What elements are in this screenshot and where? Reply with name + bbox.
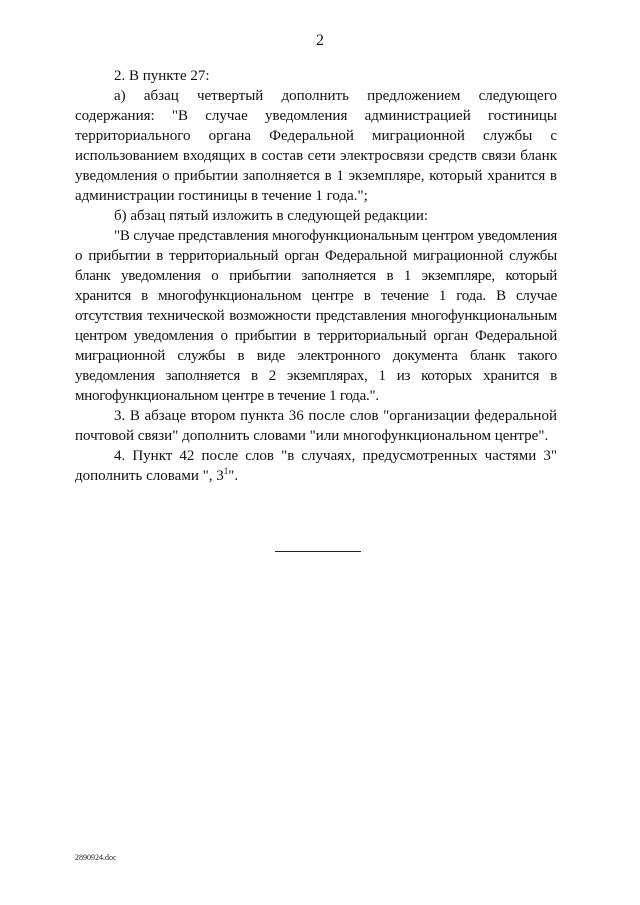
paragraph-item-4 (75, 446, 557, 486)
paragraph-new-wording: "В случае представления многофункциональным центром уведомления о прибытии в территориальный орган Федеральной миграционной службы бланк уведомления о прибытии заполняется в 1 экземпляре, который хранится в многофункциональном центре в течение 1 года. В случае отсутствия технической возможности представления многофункциональным центром уведомления о прибытии в территориальный орган Федеральной миграционной службы в виде электронного документа бланк такого уведомления заполняется в 2 экземплярах, 1 из которых хранится в многофункциональном центре в течение 1 года.". (75, 228, 557, 404)
paragraph-item-3: 3. В абзаце втором пункта 36 после слов "организации федеральной почтовой связи" дополнить словами "или многофункциональном центре". (75, 408, 557, 444)
footer-file-code: 2890924.doc (75, 853, 117, 862)
paragraph-item-4-text: 4. Пункт 42 после слов "в случаях, предусмотренных частями 3" дополнить словами ", 3 (75, 448, 557, 484)
paragraph-item-2: 2. В пункте 27: (114, 68, 210, 84)
superscript-index: 1 (223, 466, 229, 476)
paragraph-subitem-b: б) абзац пятый изложить в следующей редакции: (114, 208, 429, 224)
paragraph-item-4-closing: ". (228, 468, 239, 484)
page-number: 2 (316, 32, 324, 49)
end-divider-line (275, 551, 361, 552)
document-body (75, 66, 557, 486)
paragraph-subitem-a: а) абзац четвертый дополнить предложением следующего содержания: "В случае уведомления администрацией гостиницы территориального органа Федеральной миграционной службы с использованием входящих в состав сети электросвязи средств связи бланк уведомления о прибытии заполняется в 1 экземпляре, который хранится в администрации гостиницы в течение 1 года."; (75, 88, 557, 204)
